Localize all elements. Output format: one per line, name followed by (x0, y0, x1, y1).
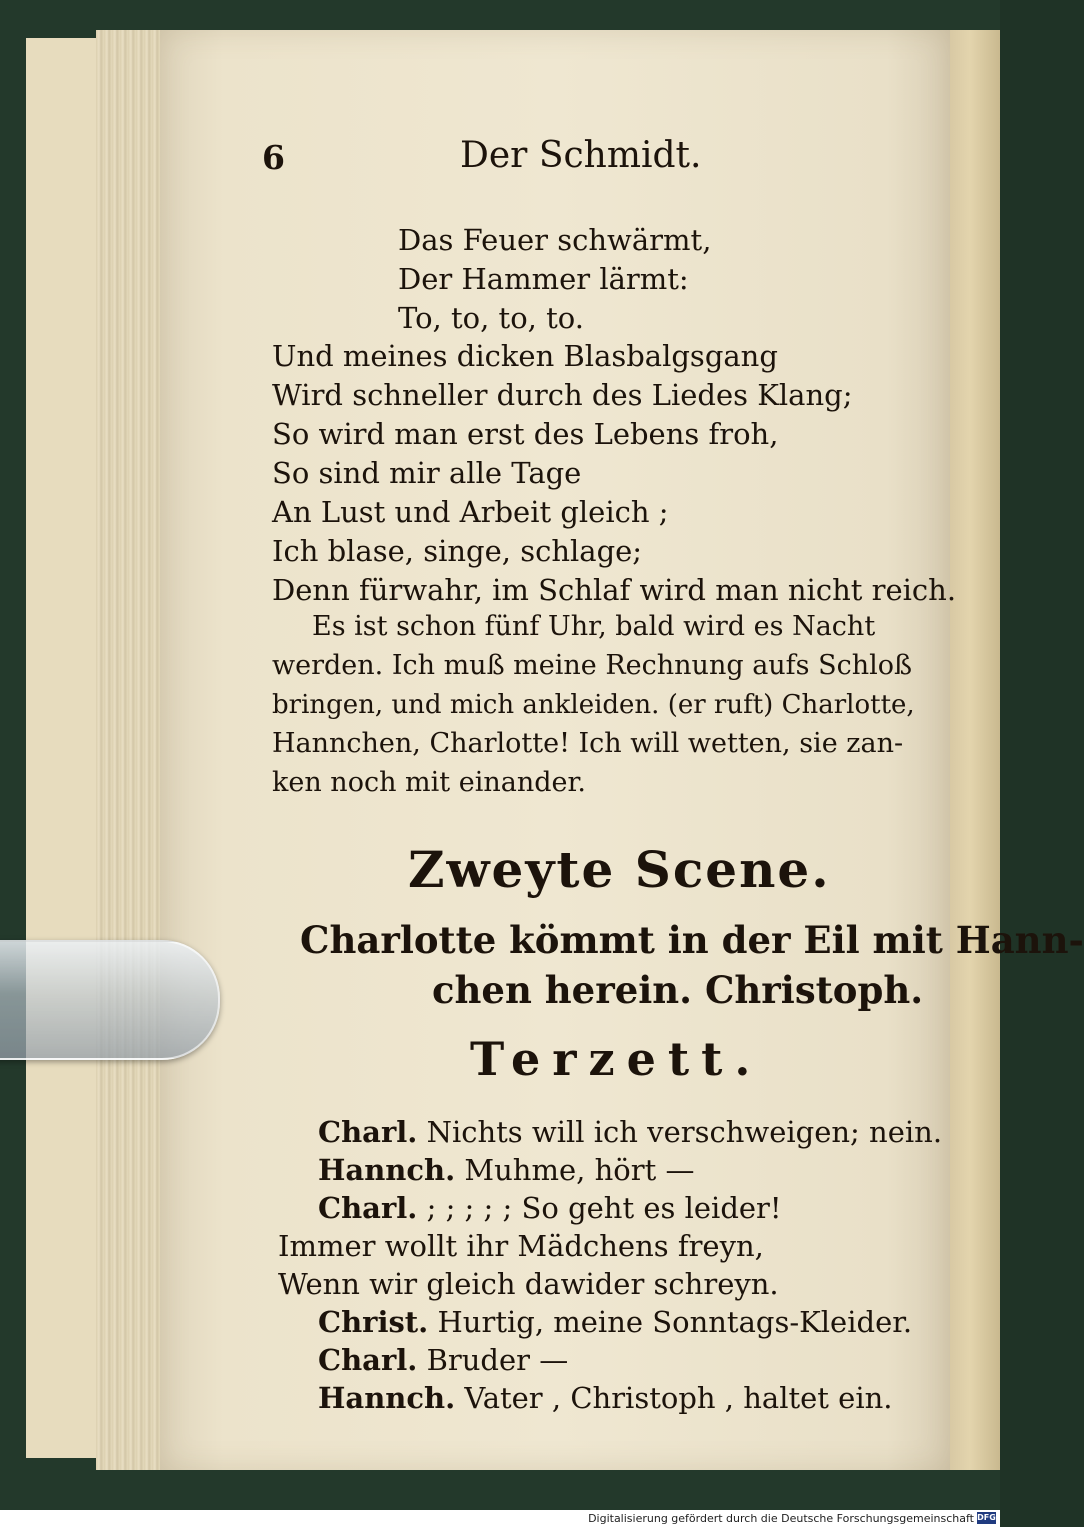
dialogue-line (318, 1190, 782, 1226)
speaker-name: Hannch. (318, 1153, 456, 1187)
dialogue-text: Bruder — (426, 1343, 569, 1377)
dialogue-line (318, 1342, 568, 1378)
song-line: Wird schneller durch des Liedes Klang; (272, 378, 853, 412)
page-number: 6 (262, 138, 285, 177)
dialogue-text: Hurtig, meine Sonntags-Kleider. (437, 1305, 913, 1339)
dialogue-line (278, 1266, 779, 1302)
page-edge-layers (96, 30, 166, 1470)
prose-line: ken noch mit einander. (272, 767, 586, 798)
dialogue-line (318, 1114, 942, 1150)
song-line: Das Feuer schwärmt, (398, 223, 712, 257)
page-holder-clip (0, 940, 220, 1060)
dialogue-text: Immer wollt ihr Mädchens freyn, (278, 1229, 764, 1263)
terzett-heading: Terzett. (470, 1032, 763, 1086)
song-line: An Lust und Arbeit gleich ; (272, 495, 669, 529)
prose-line: werden. Ich muß meine Rechnung aufs Schloß (272, 650, 913, 681)
song-line: Ich blase, singe, schlage; (272, 534, 643, 568)
dialogue-text: Nichts will ich verschweigen; nein. (426, 1115, 943, 1149)
speaker-name: Charl. (318, 1343, 418, 1377)
dialogue-line (278, 1228, 764, 1264)
speaker-name: Hannch. (318, 1381, 456, 1415)
song-line: Und meines dicken Blasbalgsgang (272, 339, 778, 373)
dialogue-text: Vater , Christoph , haltet ein. (464, 1381, 893, 1415)
dialogue-line (318, 1304, 912, 1340)
cast-line: Charlotte kömmt in der Eil mit Hann- (300, 918, 1084, 962)
song-line: Denn fürwahr, im Schlaf wird man nicht reich. (272, 573, 957, 607)
scene-heading: Zweyte Scene. (408, 840, 831, 899)
prose-line: bringen, und mich ankleiden. (er ruft) Charlotte, (272, 690, 915, 720)
dfg-logo: DFG (977, 1513, 996, 1522)
speaker-name: Charl. (318, 1191, 418, 1225)
song-line: Der Hammer lärmt: (398, 262, 689, 296)
song-line: So wird man erst des Lebens froh, (272, 417, 779, 451)
speaker-name: Christ. (318, 1305, 429, 1339)
prose-line: Hannchen, Charlotte! Ich will wetten, sie zan- (272, 728, 904, 759)
dialogue-line (318, 1380, 892, 1416)
dialogue-line (318, 1152, 694, 1188)
song-line: So sind mir alle Tage (272, 456, 582, 490)
dialogue-text: Muhme, hört — (464, 1153, 695, 1187)
running-head: Der Schmidt. (460, 135, 702, 176)
song-line: To, to, to, to. (398, 301, 584, 335)
speaker-name: Charl. (318, 1115, 418, 1149)
funding-credit: Digitalisierung gefördert durch die Deutsche Forschungsgemeinschaft (588, 1512, 974, 1525)
cast-line: chen herein. Christoph. (432, 968, 924, 1012)
facing-page-edge (950, 30, 1000, 1470)
prose-line: Es ist schon fünf Uhr, bald wird es Nacht (312, 611, 876, 642)
dialogue-text: ; ; ; ; ; So geht es leider! (426, 1191, 782, 1225)
dialogue-text: Wenn wir gleich dawider schreyn. (278, 1267, 779, 1301)
